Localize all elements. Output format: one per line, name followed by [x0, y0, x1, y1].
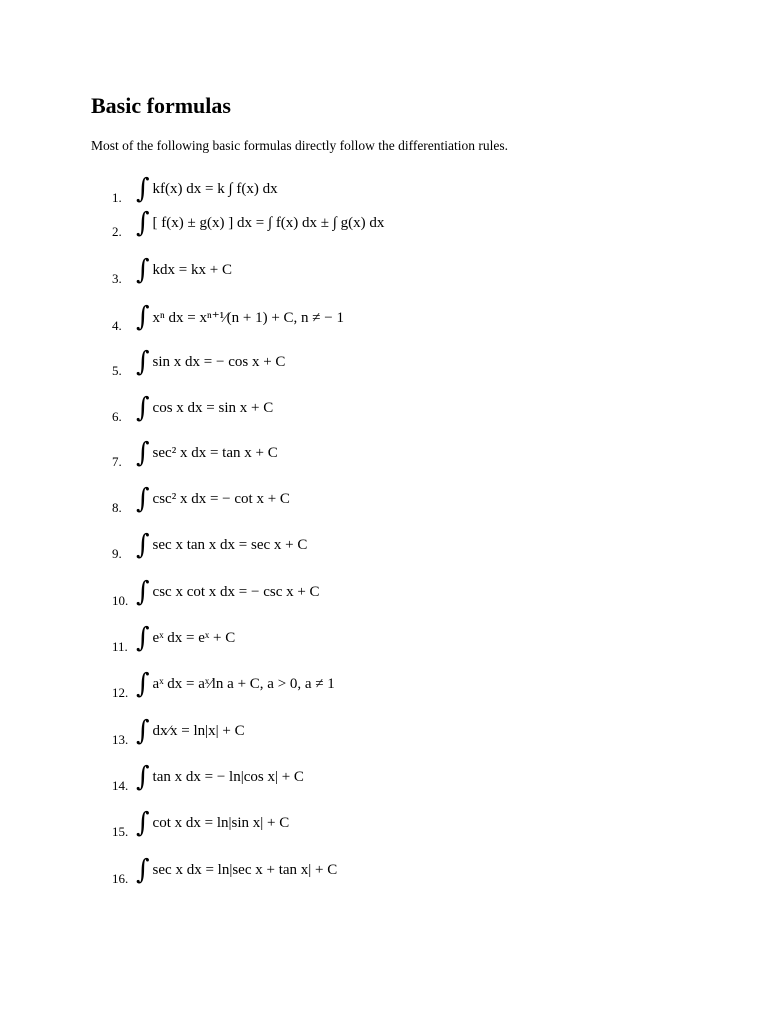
formula-text: sec x dx = ln|sec x + tan x| + C [152, 861, 338, 878]
integral-sign: ∫ [136, 173, 150, 205]
integral-sign: ∫ [136, 392, 150, 424]
intro-paragraph: Most of the following basic formulas directly follow the differentiation rules. [91, 138, 509, 153]
formula-item [112, 249, 672, 289]
formula-item [112, 478, 672, 518]
formula-item [112, 849, 672, 889]
integral-sign: ∫ [136, 437, 150, 469]
formula-text: csc² x dx = − cot x + C [152, 490, 290, 507]
formula-expression [136, 622, 236, 654]
formula-number: 4. [112, 318, 122, 333]
formula-number: 11. [112, 639, 128, 654]
formula-expression [136, 715, 245, 747]
formula-expression [136, 437, 278, 469]
formula-number: 1. [112, 190, 122, 205]
formula-item [112, 571, 672, 611]
formula-text: aˣ dx = aˣ⁄ln a + C, a > 0, a ≠ 1 [152, 675, 335, 692]
formula-item [112, 617, 672, 657]
formula-expression [136, 761, 304, 793]
formula-expression [136, 346, 286, 378]
integral-sign: ∫ [136, 761, 150, 793]
formula-item [112, 802, 672, 842]
formula-expression [136, 807, 290, 839]
formula-text: cos x dx = sin x + C [152, 399, 274, 416]
formula-number: 5. [112, 363, 122, 378]
formula-expression [136, 254, 232, 286]
formula-item [112, 663, 672, 703]
integral-sign: ∫ [136, 207, 150, 239]
formula-text: xⁿ dx = xⁿ⁺¹⁄(n + 1) + C, n ≠ − 1 [152, 309, 344, 326]
formula-text: sin x dx = − cos x + C [152, 353, 286, 370]
integral-sign: ∫ [136, 668, 150, 700]
formula-number: 10. [112, 593, 129, 608]
formula-item [112, 202, 672, 242]
formula-item [112, 296, 672, 336]
integral-sign: ∫ [136, 576, 150, 608]
integral-sign: ∫ [136, 622, 150, 654]
integral-sign: ∫ [136, 254, 150, 286]
formula-text: cot x dx = ln|sin x| + C [152, 814, 290, 831]
formula-item [112, 756, 672, 796]
formula-expression [136, 173, 278, 205]
formula-number: 9. [112, 546, 122, 561]
formula-item [112, 524, 672, 564]
formula-text: sec x tan x dx = sec x + C [152, 536, 308, 553]
formula-expression [136, 392, 274, 424]
formula-text: dx⁄x = ln|x| + C [152, 722, 245, 739]
formula-text: csc x cot x dx = − csc x + C [152, 583, 320, 600]
formula-number: 14. [112, 778, 129, 793]
formula-item [112, 432, 672, 472]
formula-number: 15. [112, 824, 129, 839]
formula-text: [ f(x) ± g(x) ] dx = ∫ f(x) dx ± ∫ g(x) dx [152, 214, 385, 231]
integral-sign: ∫ [136, 529, 150, 561]
formula-item [112, 387, 672, 427]
formula-text: kf(x) dx = k ∫ f(x) dx [152, 180, 278, 197]
formula-item [112, 341, 672, 381]
formula-text: tan x dx = − ln|cos x| + C [152, 768, 304, 785]
formula-expression [136, 483, 290, 515]
formula-number: 7. [112, 454, 122, 469]
formula-expression [136, 529, 308, 561]
formula-text: sec² x dx = tan x + C [152, 444, 278, 461]
formula-expression [136, 854, 338, 886]
formula-number: 13. [112, 732, 129, 747]
formula-expression [136, 301, 344, 333]
formula-expression [136, 207, 385, 239]
integral-sign: ∫ [136, 807, 150, 839]
integral-sign: ∫ [136, 854, 150, 886]
formula-number: 8. [112, 500, 122, 515]
integral-sign: ∫ [136, 483, 150, 515]
formula-expression [136, 576, 320, 608]
formula-number: 16. [112, 871, 129, 886]
integral-sign: ∫ [136, 301, 150, 333]
page-title: Basic formulas [91, 93, 231, 118]
formula-item [112, 710, 672, 750]
formula-number: 3. [112, 271, 122, 286]
formula-number: 12. [112, 685, 129, 700]
formula-text: eˣ dx = eˣ + C [152, 629, 236, 646]
integral-sign: ∫ [136, 715, 150, 747]
formula-number: 2. [112, 224, 122, 239]
formula-number: 6. [112, 409, 122, 424]
integral-sign: ∫ [136, 346, 150, 378]
formula-expression [136, 668, 335, 700]
formula-text: kdx = kx + C [152, 261, 232, 278]
